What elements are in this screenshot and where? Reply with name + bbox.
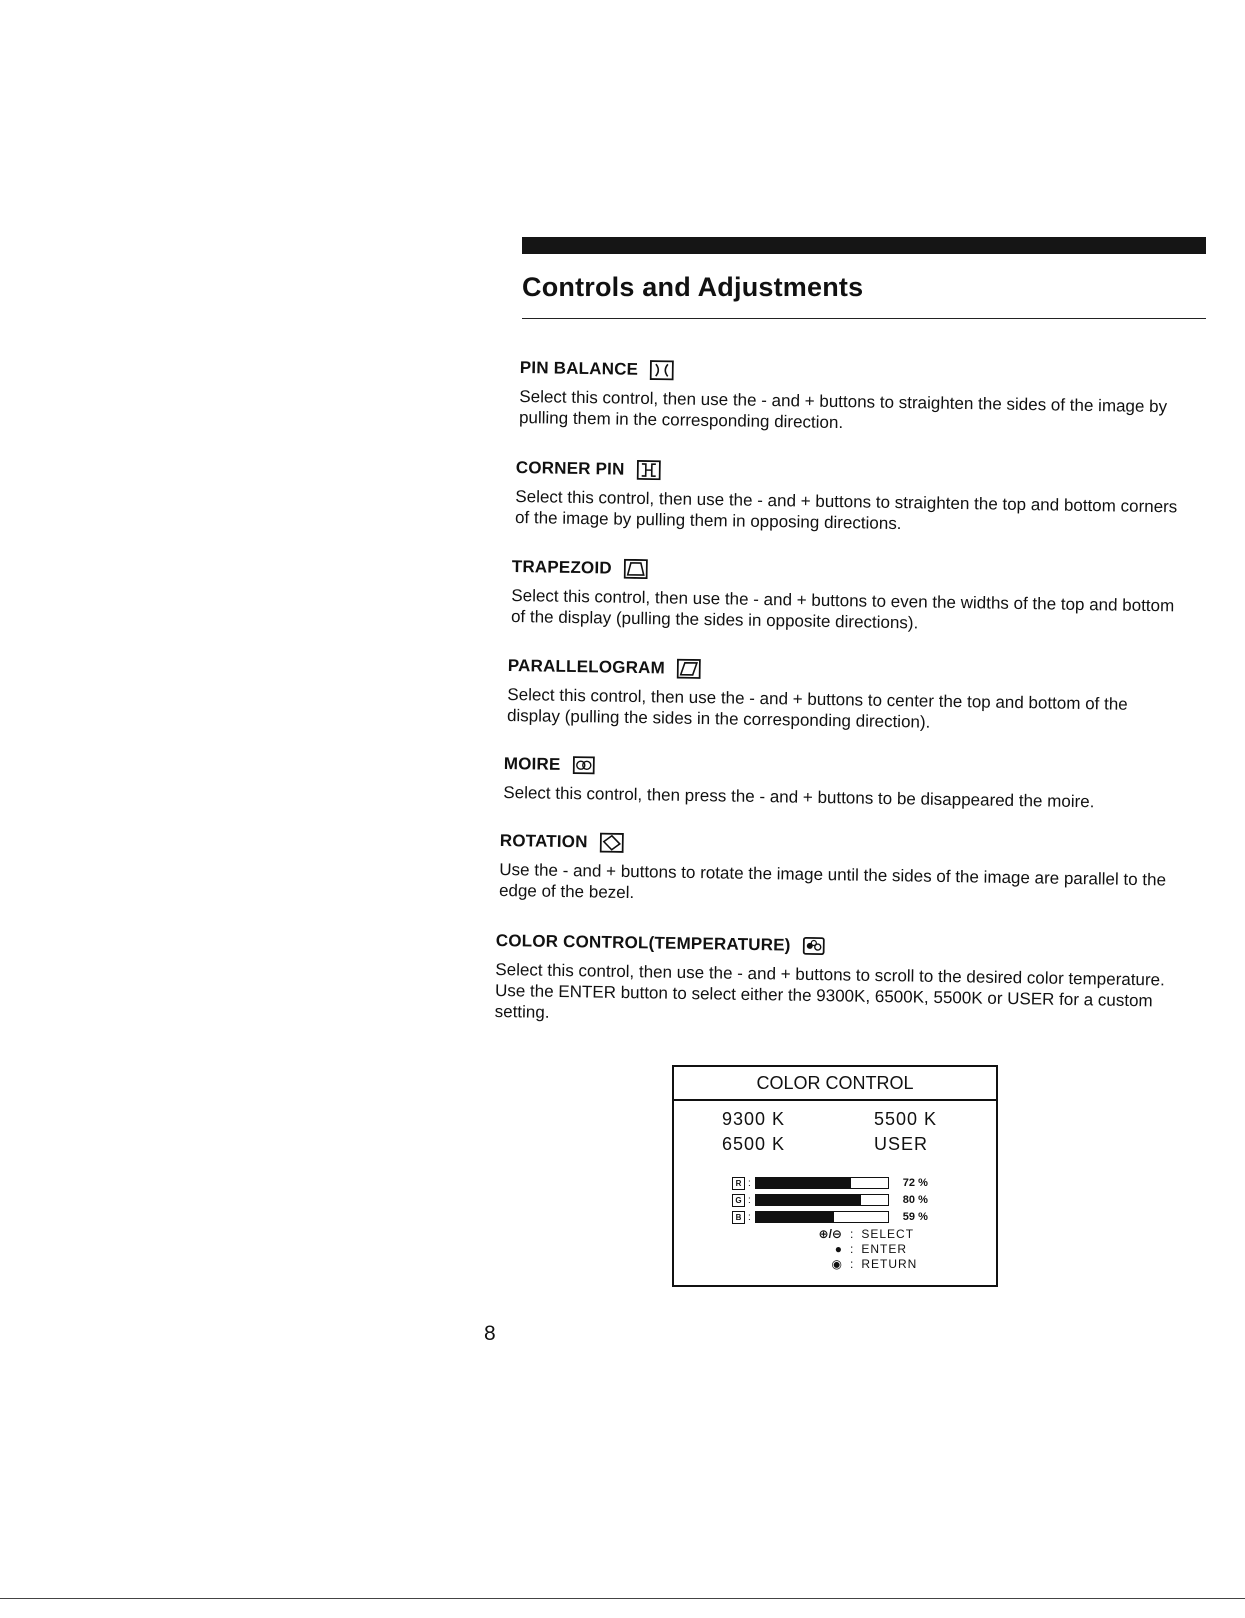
section-body: Use the - and + buttons to rotate the image until the sides of the image are parallel to the edge of the bezel. xyxy=(498,859,1167,903)
section-header xyxy=(496,929,1168,964)
legend-label: SELECT xyxy=(861,1227,915,1241)
moire-icon xyxy=(572,756,594,774)
rgb-colon: : xyxy=(748,1177,751,1189)
red-channel-icon: R xyxy=(732,1177,745,1190)
osd-options xyxy=(674,1101,996,1155)
blue-level-fill xyxy=(756,1212,834,1222)
section-title: ROTATION xyxy=(499,830,588,852)
section-header xyxy=(512,555,1184,590)
section-moire xyxy=(503,752,1176,814)
section-body: Select this control, then use the - and + buttons to scroll to the desired color temperature. Use the ENTER button to select either the 9300K, 6500K, 5500K or USER for a custom setting. xyxy=(494,959,1165,1022)
section-trapezoid xyxy=(511,555,1184,638)
rgb-row-green xyxy=(732,1192,928,1208)
red-level-value: 72 % xyxy=(902,1177,928,1189)
rgb-colon: : xyxy=(748,1194,751,1206)
header-bar xyxy=(522,237,1206,254)
section-body: Select this control, then use the - and + buttons to center the top and bottom of the display (pulling the sides in the corresponding direction). xyxy=(506,684,1128,732)
section-rotation xyxy=(499,829,1172,912)
enter-button-icon: ● xyxy=(834,1242,842,1256)
section-title: TRAPEZOID xyxy=(511,556,612,578)
parallelogram-icon xyxy=(677,659,701,679)
legend-enter xyxy=(782,1242,917,1257)
section-body: Select this control, then use the - and + buttons to even the widths of the top and bottom of the display (pulling the sides in opposite directions). xyxy=(510,585,1175,633)
rgb-row-blue xyxy=(732,1209,928,1225)
blue-level-bar xyxy=(755,1211,889,1223)
green-channel-icon: G xyxy=(732,1194,745,1207)
section-corner-pin xyxy=(515,456,1188,539)
section-body: Select this control, then use the - and + buttons to straighten the sides of the image by pulling them in the corresponding direction. xyxy=(518,386,1168,433)
bottom-rule xyxy=(0,1598,1245,1599)
option-user: USER xyxy=(874,1134,929,1154)
option-9300k: 9300 K xyxy=(722,1109,786,1129)
legend-separator: : xyxy=(850,1257,854,1271)
osd-title: COLOR CONTROL xyxy=(674,1067,996,1101)
blue-channel-icon: B xyxy=(732,1211,745,1224)
legend-label: ENTER xyxy=(861,1242,908,1256)
section-title: COLOR CONTROL(TEMPERATURE) xyxy=(495,930,791,955)
page-number: 8 xyxy=(484,1322,496,1345)
legend-separator: : xyxy=(850,1227,854,1241)
green-level-bar xyxy=(755,1194,889,1206)
section-body: Select this control, then press the - and + buttons to be disappeared the moire. xyxy=(503,782,1095,812)
section-title: PARALLELOGRAM xyxy=(507,655,666,678)
section-title: PIN BALANCE xyxy=(519,357,639,379)
rgb-row-red xyxy=(732,1175,928,1191)
rgb-levels xyxy=(732,1175,928,1226)
section-header xyxy=(508,654,1180,689)
section-parallelogram xyxy=(507,654,1180,737)
legend-select xyxy=(782,1227,917,1242)
rgb-colon: : xyxy=(748,1211,751,1223)
section-header xyxy=(500,829,1172,864)
osd-legend xyxy=(782,1227,917,1272)
section-body: Select this control, then use the - and + buttons to straighten the top and bottom corners of the image by pulling them in opposing directions. xyxy=(514,486,1178,534)
page-title: Controls and Adjustments xyxy=(522,272,864,302)
corner-pin-icon xyxy=(636,460,660,480)
return-button-icon: ◉ xyxy=(831,1257,842,1271)
legend-separator: : xyxy=(850,1242,854,1256)
green-level-value: 80 % xyxy=(902,1194,928,1206)
red-level-fill xyxy=(756,1178,851,1188)
option-6500k: 6500 K xyxy=(722,1134,786,1154)
green-level-fill xyxy=(756,1195,862,1205)
red-level-bar xyxy=(755,1177,889,1189)
section-header xyxy=(504,752,1176,787)
trapezoid-icon xyxy=(624,559,648,579)
section-title: MOIRE xyxy=(503,753,561,774)
option-5500k: 5500 K xyxy=(874,1109,938,1129)
color-control-osd xyxy=(672,1065,998,1287)
pin-balance-icon xyxy=(650,360,674,380)
section-header xyxy=(516,456,1188,491)
plus-minus-icon: ⊕/⊖ xyxy=(818,1227,842,1241)
legend-return xyxy=(782,1257,917,1272)
section-header xyxy=(520,356,1192,391)
section-pin-balance xyxy=(519,356,1192,439)
section-color-control xyxy=(495,929,1168,1033)
section-title: CORNER PIN xyxy=(515,457,625,479)
legend-label: RETURN xyxy=(861,1257,918,1271)
title-divider xyxy=(522,318,1206,319)
blue-level-value: 59 % xyxy=(902,1211,928,1223)
color-control-icon xyxy=(802,937,824,955)
rotation-icon xyxy=(600,833,624,853)
